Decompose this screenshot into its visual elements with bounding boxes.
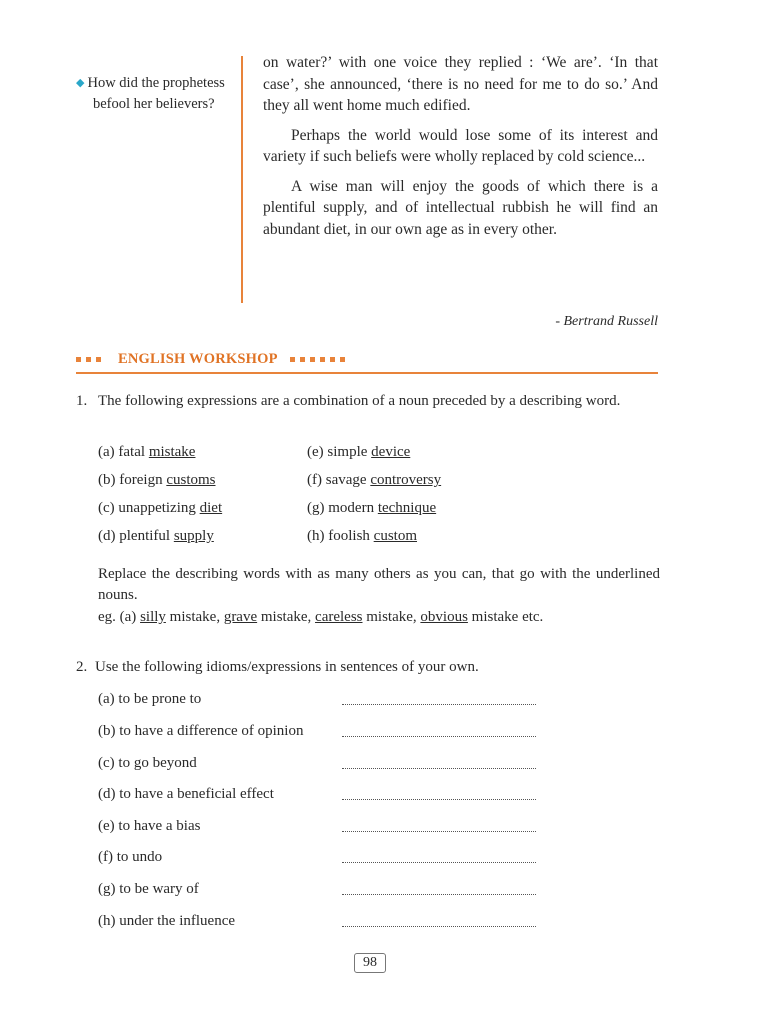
square-bullet-icon (330, 357, 335, 362)
answer-line[interactable] (342, 926, 536, 927)
idiom-item: (c) to go beyond (98, 755, 197, 771)
diamond-bullet-icon: ◆ (76, 77, 85, 89)
square-bullet-icon (96, 357, 101, 362)
square-bullet-icon (300, 357, 305, 362)
list-item: (c) unappetizing diet (98, 500, 223, 516)
underlined-noun: technique (377, 500, 437, 516)
passage-paragraph-3: A wise man will enjoy the goods of which there is a plentiful supply, and of intellectual rubbish he will find an abundant diet, in our own age as in every other. (263, 177, 658, 238)
question-text: Use the following idioms/expressions in sentences of your own. (95, 659, 479, 675)
idiom-item: (f) to undo (98, 849, 163, 865)
side-question (76, 73, 246, 114)
list-item: (h) foolish custom (307, 528, 418, 544)
square-bullet-icon (340, 357, 345, 362)
question-number: 1. (76, 393, 88, 409)
question-1 (76, 391, 660, 412)
underlined-noun: supply (173, 528, 214, 544)
author-credit: - Bertrand Russell (555, 314, 658, 329)
underlined-noun: customs (166, 472, 216, 488)
workshop-heading (76, 350, 658, 374)
idiom-item: (e) to have a bias (98, 818, 201, 834)
answer-line[interactable] (342, 862, 536, 863)
idiom-item: (a) to be prone to (98, 691, 202, 707)
square-bullet-icon (86, 357, 91, 362)
answer-line[interactable] (342, 768, 536, 769)
passage-paragraph-2: Perhaps the world would lose some of its interest and variety if such beliefs were wholly replaced by cold science... (263, 126, 658, 165)
question-number: 2. (76, 659, 88, 675)
side-question-line1: How did the prophetess (87, 75, 225, 91)
passage-paragraph-1: on water?’ with one voice they replied : ‘We are’. ‘In that case’, she announced, ‘there is no need for me to do so.’ And they all went home much edified. (263, 54, 658, 114)
square-bullet-icon (320, 357, 325, 362)
idiom-item: (h) under the influence (98, 913, 236, 929)
list-item: (b) foreign customs (98, 472, 216, 488)
idiom-item: (d) to have a beneficial effect (98, 786, 274, 802)
underlined-noun: controversy (370, 472, 442, 488)
list-item: (a) fatal mistake (98, 444, 196, 460)
answer-line[interactable] (342, 894, 536, 895)
page-number: 98 (354, 953, 386, 973)
answer-line[interactable] (342, 704, 536, 705)
idiom-item: (b) to have a difference of opinion (98, 723, 304, 739)
underlined-noun: device (371, 444, 411, 460)
underlined-noun: diet (199, 500, 223, 516)
question-text: The following expressions are a combination of a noun preceded by a describing word. (98, 393, 621, 409)
list-item: (e) simple device (307, 444, 411, 460)
side-question-line2: befool her believers? (93, 96, 215, 112)
list-item: (g) modern technique (307, 500, 437, 516)
square-bullet-icon (290, 357, 295, 362)
workshop-title: ENGLISH WORKSHOP (118, 350, 278, 367)
question-2 (76, 659, 479, 676)
underlined-noun: custom (373, 528, 418, 544)
square-bullet-icon (76, 357, 81, 362)
list-item: (d) plentiful supply (98, 528, 214, 544)
q1-example: eg. (a) silly mistake, grave mistake, careless mistake, obvious mistake etc. (98, 609, 544, 625)
answer-line[interactable] (342, 831, 536, 832)
answer-line[interactable] (342, 736, 536, 737)
vertical-divider (241, 56, 243, 303)
idiom-item: (g) to be wary of (98, 881, 199, 897)
square-bullet-icon (310, 357, 315, 362)
q1-instruction: Replace the describing words with as many others as you can, that go with the underlined nouns. (98, 566, 660, 603)
answer-line[interactable] (342, 799, 536, 800)
passage (263, 52, 658, 248)
underlined-noun: mistake (148, 444, 196, 460)
list-item: (f) savage controversy (307, 472, 442, 488)
